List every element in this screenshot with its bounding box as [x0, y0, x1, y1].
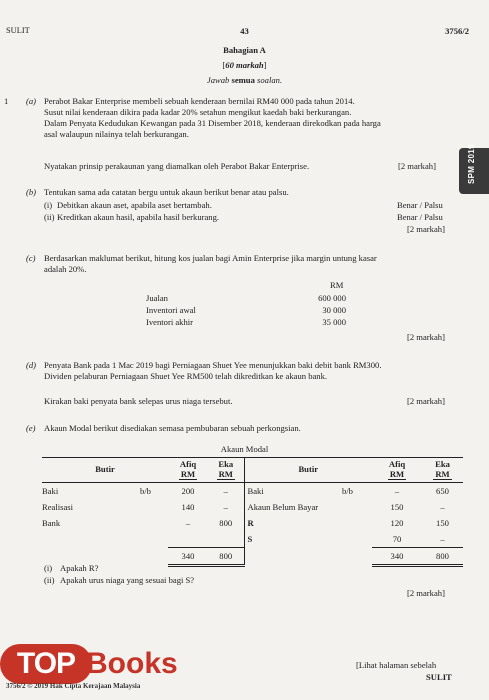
part-c-item-2: Inventori awal — [146, 305, 196, 315]
total-credit-eka: 800 — [422, 548, 463, 566]
header-afiq-debit: Afiq RM — [168, 458, 208, 483]
debit-ref — [140, 499, 168, 515]
total-debit-eka: 800 — [208, 548, 244, 566]
part-a-question: Nyatakan prinsip perakaunan yang diamalkan oleh Perabot Bakar Enterprise. — [44, 161, 310, 171]
table-row — [42, 483, 463, 500]
credit-eka: 650 — [436, 485, 449, 496]
credit-butir: Akaun Belum Bayar — [244, 499, 342, 515]
table-title: Akaun Modal — [220, 444, 269, 454]
section-title: Bahagian A — [223, 45, 266, 55]
part-d-line-1: Penyata Bank pada 1 Mac 2019 bagi Perniagaan Shuet Yee menunjukkan baki debit bank RM300. — [44, 360, 382, 370]
part-a-line-1: Perabot Bakar Enterprise membeli sebuah kenderaan bernilai RM40 000 pada tahun 2014. — [44, 96, 355, 106]
table-header-row — [42, 458, 463, 483]
part-d-marks: [2 markah] — [407, 396, 445, 406]
credit-ref — [342, 515, 372, 531]
part-b-intro: Tentukan sama ada catatan bergu untuk akaun berikut benar atau palsu. — [44, 187, 289, 197]
credit-eka: – — [440, 533, 445, 544]
part-b-choice-1: Benar / Palsu — [397, 200, 443, 210]
question-number: 1 — [4, 96, 9, 106]
part-a-marks: [2 markah] — [398, 161, 436, 171]
part-e-subq-text-2: Apakah urus niaga yang sesuai bagi S? — [60, 575, 195, 585]
footer-code-copyright: 3756/2 © 2019 Hak Cipta Kerajaan Malaysia — [6, 682, 141, 690]
table-row — [42, 515, 463, 531]
credit-ref: b/b — [342, 485, 353, 496]
logo-books-word: Books — [86, 647, 178, 680]
part-c-value-3: 35 000 — [322, 317, 346, 327]
year-side-tab: SPM 2019 — [459, 148, 489, 194]
credit-ref — [342, 531, 372, 548]
credit-afiq: – — [394, 485, 400, 496]
part-c-value-2: 30 000 — [322, 305, 346, 315]
credit-butir: S — [244, 531, 342, 548]
part-c-line-2: adalah 20%. — [44, 264, 87, 274]
debit-butir: Bank — [42, 517, 61, 528]
part-a-line-4: asal walaupun nilainya telah berkurangan. — [44, 129, 189, 139]
credit-ref — [342, 499, 372, 515]
table-row — [42, 531, 463, 548]
credit-butir: R — [244, 515, 342, 531]
part-a-label: (a) — [26, 96, 37, 106]
credit-butir: Baki — [244, 483, 342, 500]
debit-ref: b/b — [140, 485, 151, 496]
header-afiq-credit: Afiq RM — [372, 458, 422, 483]
part-b-item-text-1: Debitkan akaun aset, apabila aset bertambah. — [57, 200, 212, 210]
debit-afiq: 200 — [181, 485, 195, 496]
total-credit-afiq: 340 — [372, 548, 422, 566]
table-row — [42, 499, 463, 515]
part-c-marks: [2 markah] — [407, 332, 445, 342]
part-e-intro: Akaun Modal berikut disediakan semasa pembubaran sebuah perkongsian. — [44, 423, 301, 433]
debit-eka: 800 — [219, 517, 233, 528]
part-b-marks: [2 markah] — [407, 224, 445, 234]
debit-afiq: – — [185, 517, 191, 528]
debit-afiq: 140 — [181, 501, 195, 512]
debit-eka: – — [223, 485, 228, 496]
part-c-value-1: 600 000 — [318, 293, 346, 303]
logo-top-word: TOP — [0, 644, 92, 684]
part-d-label: (d) — [26, 360, 37, 370]
debit-eka: – — [223, 501, 228, 512]
part-c-line-1: Berdasarkan maklumat berikut, hitung kos jualan bagi Amin Enterprise jika margin untung kasar — [44, 253, 377, 263]
part-a-line-3: Dalam Penyata Kedudukan Kewangan pada 31 Disember 2018, kenderaan direkodkan pada harga — [44, 118, 381, 128]
part-e-subq-no-1: (i) — [44, 563, 53, 573]
header-sulit: SULIT — [6, 26, 30, 35]
part-b-item-no-1: (i) — [44, 200, 53, 210]
part-c-unit: RM — [330, 280, 344, 290]
debit-butir: Baki — [42, 485, 59, 496]
header-butir-debit: Butir — [42, 458, 168, 483]
table-total-row — [42, 548, 463, 566]
total-debit-afiq: 340 — [168, 548, 208, 566]
part-c-label: (c) — [26, 253, 36, 263]
credit-afiq: 120 — [390, 517, 404, 528]
section-instruction: Jawab semua soalan. — [206, 75, 283, 85]
part-e-subq-no-2: (ii) — [44, 575, 55, 585]
page-number: 43 — [240, 26, 249, 36]
part-e-subq-text-1: Apakah R? — [60, 563, 99, 573]
part-e-label: (e) — [26, 423, 36, 433]
part-b-item-text-2: Kreditkan akaun hasil, apabila hasil berkurang. — [57, 212, 220, 222]
part-e-marks: [2 markah] — [407, 588, 445, 598]
credit-afiq: 150 — [390, 501, 404, 512]
debit-ref — [140, 515, 168, 531]
section-marks: [60 markah] — [222, 60, 267, 70]
header-eka-credit: Eka RM — [422, 458, 463, 483]
credit-afiq: 70 — [392, 533, 402, 544]
part-b-item-no-2: (ii) — [44, 212, 55, 222]
part-a-line-2: Susut nilai kenderaan dikira pada kadar 20% setahun mengikut kaedah baki berkurangan. — [44, 107, 352, 117]
part-c-item-3: Iventori akhir — [146, 317, 194, 327]
header-eka-debit: Eka RM — [208, 458, 244, 483]
debit-butir: Realisasi — [42, 501, 74, 512]
part-b-label: (b) — [26, 187, 37, 197]
paper-code: 3756/2 — [445, 26, 469, 36]
part-d-question: Kirakan baki penyata bank selepas urus niaga tersebut. — [44, 396, 233, 406]
part-d-line-2: Dividen pelaburan Perniagaan Shuet Yee RM500 telah dikreditkan ke akaun bank. — [44, 371, 328, 381]
capital-account-table — [42, 457, 463, 567]
part-b-choice-2: Benar / Palsu — [397, 212, 443, 222]
header-butir-credit: Butir — [244, 458, 372, 483]
footer-next-page: [Lihat halaman sebelah — [356, 660, 437, 670]
footer-sulit: SULIT — [426, 672, 452, 682]
credit-eka: – — [440, 501, 445, 512]
part-c-item-1: Jualan — [146, 293, 168, 303]
credit-eka: 150 — [436, 517, 449, 528]
